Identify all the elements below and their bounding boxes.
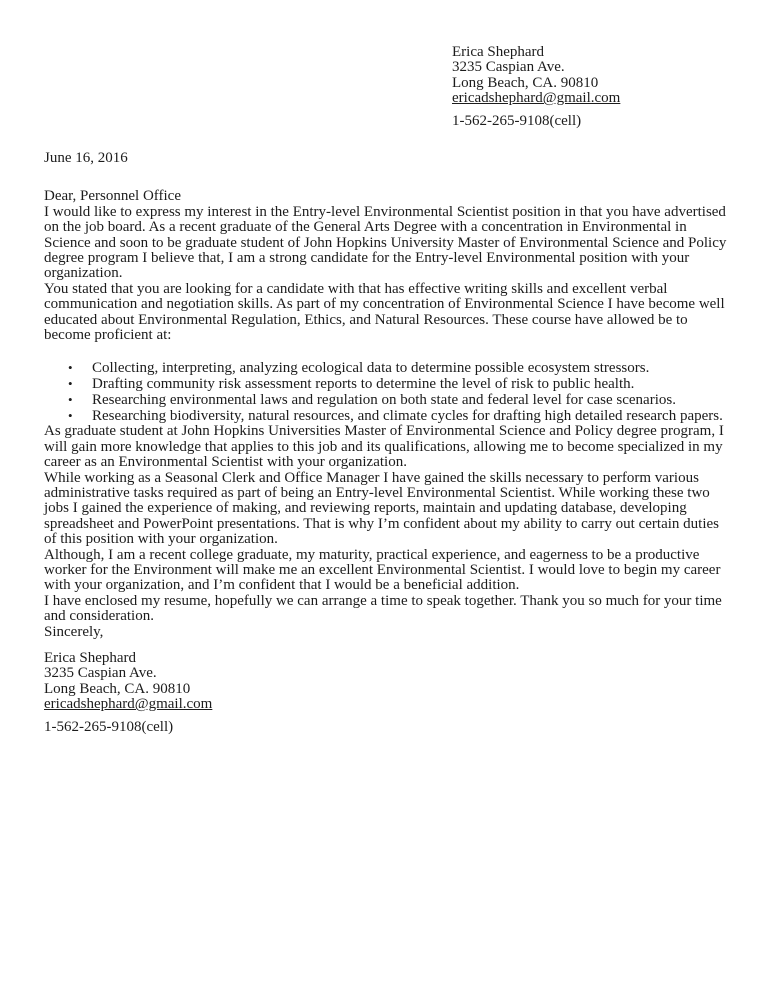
sender-contact-header: [452, 45, 728, 129]
sender-email-link[interactable]: ericadshephard@gmail.com: [452, 90, 621, 107]
closing-sincerely: Sincerely,: [44, 623, 104, 640]
sender-email-row: [452, 91, 728, 106]
sender-name: Erica Shephard: [44, 650, 137, 666]
sender-address-line: 3235 Caspian Ave.: [44, 665, 157, 682]
bullet-icon: •: [68, 359, 73, 375]
paragraph-introduction: I would like to express my interest in the Entry-level Environmental Scientist position in that you have advertised on the job board. As a recent graduate of the General Arts Degree with a concentration in Environmental in Science and soon to be graduate student of John Hopkins University Master of Environmental Science and Policy degree program I believe that, I am a strong candidate for the Entry-level Environmental position with your organization.: [44, 203, 727, 282]
sender-name: Erica Shephard: [452, 44, 545, 60]
sender-email-link[interactable]: ericadshephard@gmail.com: [44, 696, 213, 713]
list-item-text: Drafting community risk assessment reports to determine the level of risk to public health.: [92, 375, 635, 392]
sender-phone: 1-562-265-9108(cell): [452, 112, 582, 129]
list-item-text: Researching biodiversity, natural resources, and climate cycles for drafting high detailed research papers.: [92, 408, 723, 425]
bullet-icon: •: [68, 375, 73, 391]
paragraph-work-experience: While working as a Seasonal Clerk and Office Manager I have gained the skills necessary to perform various administrative tasks required as part of being an Entry-level Environmental Scientist. While working these two jobs I gained the experience of making, and reviewing reports, maintain and updating database, developing spreadsheet and PowerPoint presentations. That is why I’m confident about my ability to carry out certain duties of this position with your organization.: [44, 469, 719, 548]
sender-city-line: Long Beach, CA. 90810: [452, 74, 599, 91]
list-item: [68, 376, 728, 392]
sender-contact-signature: [44, 651, 728, 735]
list-item: [68, 408, 728, 424]
list-item-text: Researching environmental laws and regulation on both state and federal level for case scenarios.: [92, 391, 676, 408]
paragraph-recent-graduate: Although, I am a recent college graduate, my maturity, practical experience, and eagerness to be a productive worker for the Environment will make me an excellent Environmental Scientist. I would love to begin my career with your organization, and I’m confident that I would be a beneficial addition.: [44, 546, 721, 594]
sender-city-line: Long Beach, CA. 90810: [44, 680, 191, 697]
list-item: [68, 392, 728, 408]
list-item-text: Collecting, interpreting, analyzing ecological data to determine possible ecosystem stressors.: [92, 359, 650, 376]
bullet-icon: •: [68, 408, 73, 424]
bullet-icon: •: [68, 391, 73, 407]
sender-phone: 1-562-265-9108(cell): [44, 718, 174, 735]
salutation: Dear, Personnel Office: [44, 188, 181, 205]
letter-date: June 16, 2016: [44, 150, 128, 167]
paragraph-graduate-study: As graduate student at John Hopkins Universities Master of Environmental Science and Policy degree program, I will gain more knowledge that applies to this job and its qualifications, allowing me to become specialized in my career as an Environmental Scientist with your organization.: [44, 423, 724, 471]
paragraph-qualifications: You stated that you are looking for a candidate with that has effective writing skills and excellent verbal communication and negotiation skills. As part of my concentration of Environmental Science I have become well educated about Environmental Regulation, Ethics, and Natural Resources. These course have allowed be to become proficient at:: [44, 280, 725, 344]
proficiency-list: [44, 360, 728, 425]
sender-address-line: 3235 Caspian Ave.: [452, 59, 565, 76]
list-item: [68, 360, 728, 376]
sender-email-row: [44, 697, 728, 712]
paragraph-resume-enclosed: I have enclosed my resume, hopefully we can arrange a time to speak together. Thank you so much for your time and consideration.: [44, 592, 722, 625]
